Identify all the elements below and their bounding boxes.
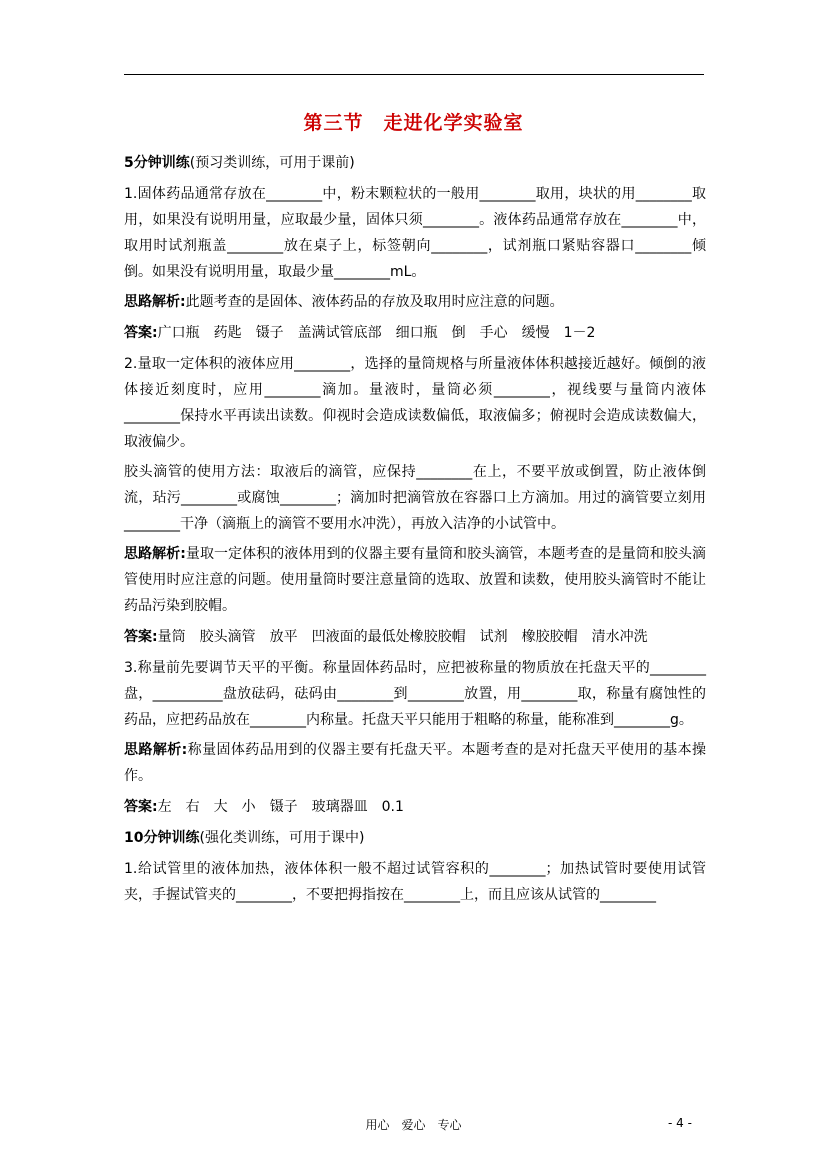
section-heading: 10分钟训练(强化类训练，可用于课中) [124, 830, 365, 846]
page-number: - 4 - [668, 1116, 692, 1130]
analysis-2: 思路解析:量取一定体积的液体用到的仪器主要有量筒和胶头滴管，本题考查的是量筒和胶头滴管使用时应注意的问题。使用量筒时要注意量筒的选取、放置和读数，使用胶头滴管时不能让药品污染到胶帽。 [124, 546, 706, 614]
question-3: 3.称量前先要调节天平的平衡。称量固体药品时，应把被称量的物质放在托盘天平的________盘，__________盘放砝码，砝码由________到________放置，用________取，称量有腐蚀性的药品，应把药品放在________内称量。托盘天平只能用于粗略的称量，能称准到________g。 [124, 660, 706, 728]
answer-3: 答案:左 右 大 小 镊子 玻璃器皿 0.1 [124, 799, 404, 815]
answer-1: 答案:广口瓶 药匙 镊子 盖满试管底部 细口瓶 倒 手心 缓慢 1－2 [124, 325, 596, 341]
page-title: 第三节 走进化学实验室 [303, 112, 524, 134]
question-4: 1.给试管里的液体加热，液体体积一般不超过试管容积的________；加热试管时要使用试管夹，手握试管夹的________，不要把拇指按在________上，而且应该从试管的________ [124, 861, 706, 903]
question-1: 1.固体药品通常存放在________中，粉末颗粒状的一般用________取用，块状的用________取用，如果没有说明用量，应取最少量，固体只须________。液体药品通常存放在________中，取用时试剂瓶盖________放在桌子上，标签朝向________，试剂瓶口紧贴容器口________倾倒。如果没有说明用量，取最少量________mL。 [124, 186, 706, 280]
question-2-dropper: 胶头滴管的使用方法：取液后的滴管，应保持________在上，不要平放或倒置，防止液体倒流，玷污________或腐蚀________；滴加时把滴管放在容器口上方滴加。用过的滴管要立刻用________干净（滴瓶上的滴管不要用水冲洗），再放入洁净的小试管中。 [124, 464, 706, 532]
analysis-1: 思路解析:此题考查的是固体、液体药品的存放及取用时应注意的问题。 [124, 294, 564, 310]
answer-2: 答案:量筒 胶头滴管 放平 凹液面的最低处橡胶胶帽 试剂 橡胶胶帽 清水冲洗 [124, 629, 648, 645]
document-body [124, 150, 706, 912]
analysis-3: 思路解析:称量固体药品用到的仪器主要有托盘天平。本题考查的是对托盘天平使用的基本操作。 [124, 742, 706, 784]
header-rule [124, 74, 704, 75]
section-heading: 5分钟训练(预习类训练，可用于课前) [124, 155, 355, 171]
question-2: 2.量取一定体积的液体应用________，选择的量筒规格与所量液体体积越接近越好。倾倒的液体接近刻度时，应用________滴加。量液时，量筒必须________，视线要与量筒内液体________保持水平再读出读数。仰视时会造成读数偏低，取液偏多；俯视时会造成读数偏大，取液偏少。 [124, 356, 706, 450]
footer-motto: 用心 爱心 专心 [365, 1118, 462, 1132]
